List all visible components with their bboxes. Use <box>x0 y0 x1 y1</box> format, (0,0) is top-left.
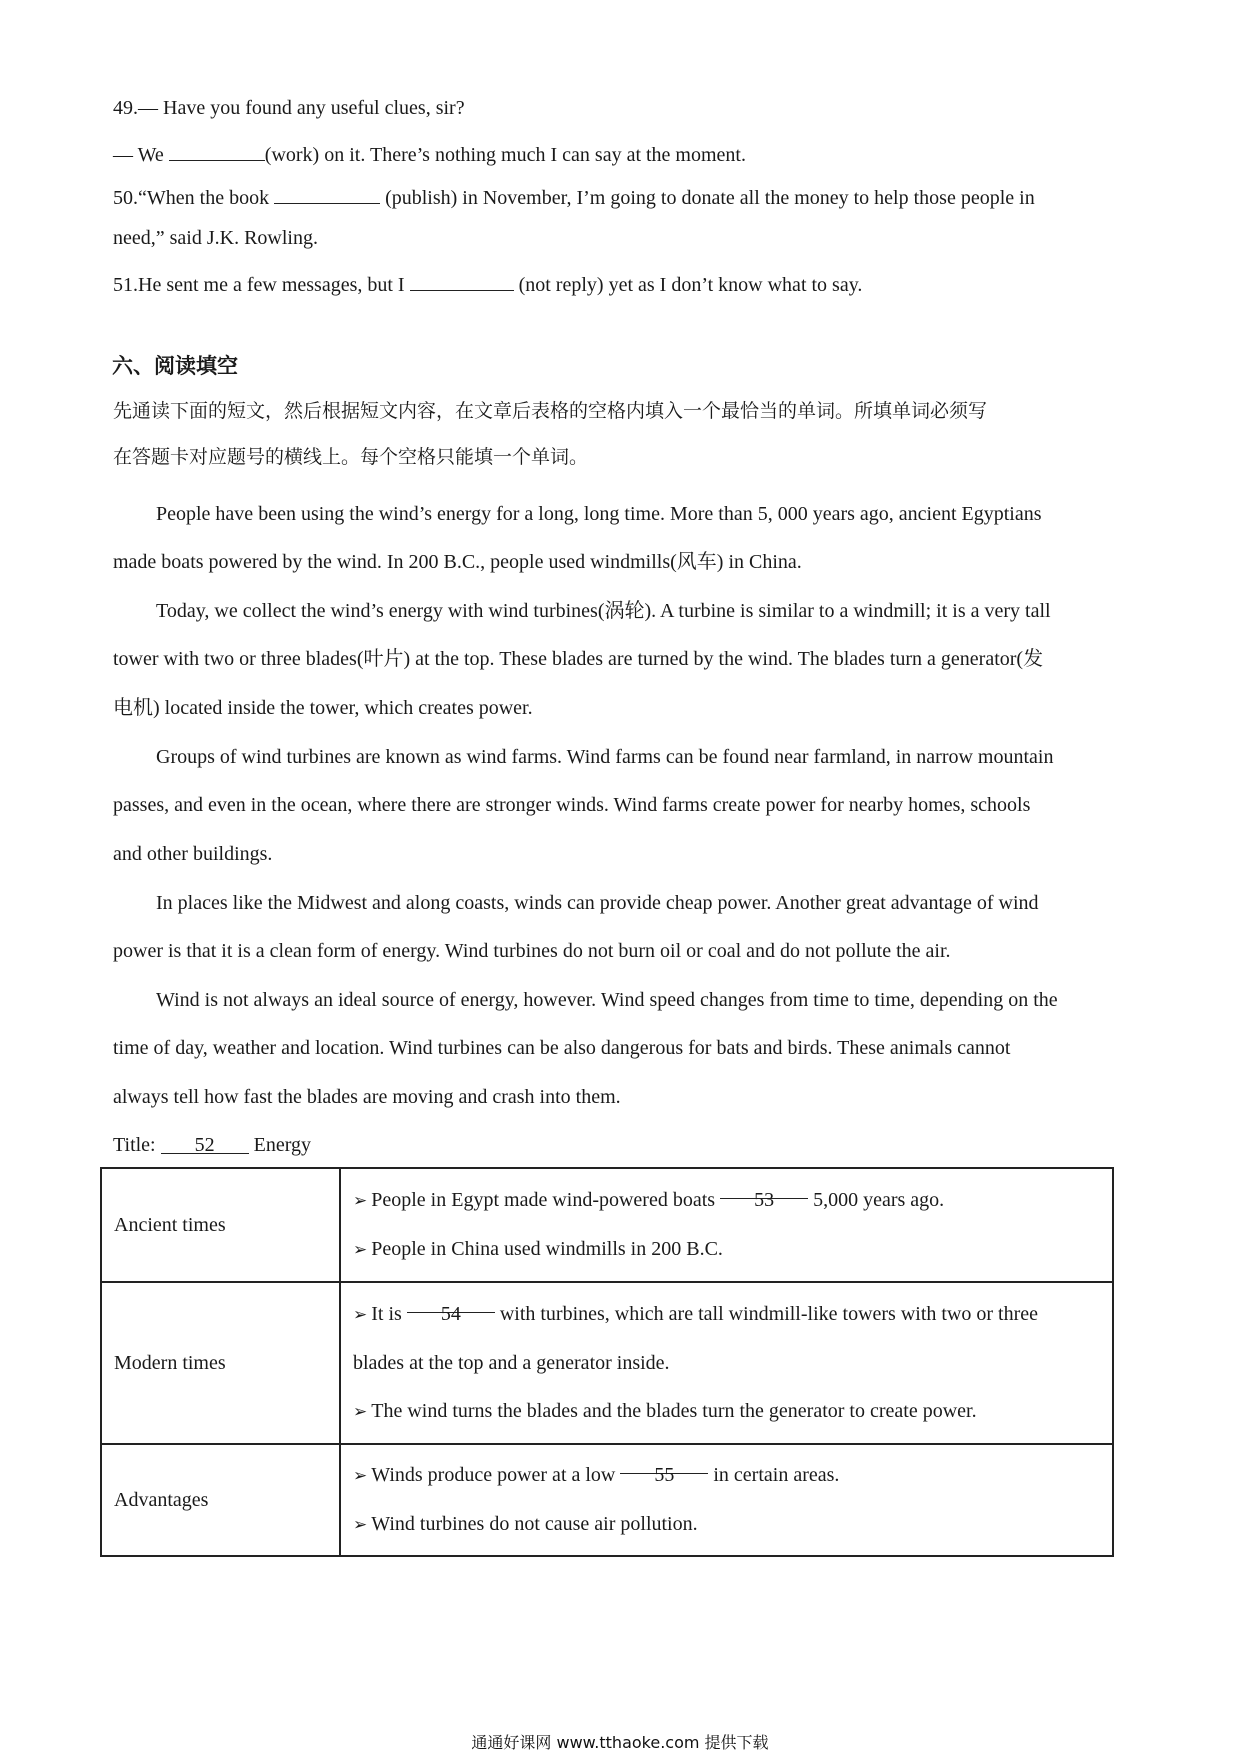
bullet-item: ➢ The wind turns the blades and the blades turn the generator to create power. <box>353 1400 977 1422</box>
passage-line: Today, we collect the wind’s energy with wind turbines(涡轮). A turbine is similar to a windmill; it is a very tall <box>156 600 1051 622</box>
fill-blank[interactable] <box>169 138 265 161</box>
passage-line: made boats powered by the wind. In 200 B.C., people used windmills(风车) in China. <box>113 551 802 573</box>
bullet-item: ➢ Winds produce power at a low 55 in certain areas. <box>353 1451 1100 1500</box>
row-label: Advantages <box>101 1444 340 1556</box>
arrow-bullet-icon: ➢ <box>353 1402 368 1422</box>
fill-blank-52[interactable]: 52 <box>161 1131 249 1154</box>
question-51: 51.He sent me a few messages, but I (not reply) yet as I don’t know what to say. <box>113 268 862 299</box>
row-content <box>340 1282 1113 1444</box>
passage-line: Groups of wind turbines are known as wind farms. Wind farms can be found near farmland, in narrow mountain <box>156 746 1054 768</box>
bullet-item-continuation: blades at the top and a generator inside. <box>353 1352 670 1374</box>
page-footer: 通通好课网 www.tthaoke.com 提供下载 <box>471 1733 769 1752</box>
question-50: 50.“When the book (publish) in November, I’m going to donate all the money to help those people in <box>113 181 1035 212</box>
passage-line: 电机) located inside the tower, which creates power. <box>113 697 533 719</box>
fill-blank-55[interactable]: 55 <box>620 1451 708 1474</box>
arrow-bullet-icon: ➢ <box>353 1240 368 1260</box>
passage-line: passes, and even in the ocean, where there are stronger winds. Wind farms create power for nearby homes, schools <box>113 794 1031 816</box>
table-row <box>101 1444 1113 1556</box>
row-label: Ancient times <box>101 1168 340 1282</box>
arrow-bullet-icon: ➢ <box>353 1466 368 1486</box>
section-title: 六、阅读填空 <box>112 354 238 378</box>
passage-line: In places like the Midwest and along coasts, winds can provide cheap power. Another great advantage of wind <box>156 892 1039 914</box>
row-content <box>340 1168 1113 1282</box>
arrow-bullet-icon: ➢ <box>353 1305 368 1325</box>
passage-line: Wind is not always an ideal source of energy, however. Wind speed changes from time to time, depending on the <box>156 989 1058 1011</box>
passage-line: always tell how fast the blades are moving and crash into them. <box>113 1086 621 1108</box>
question-49: 49.— Have you found any useful clues, sir? <box>113 97 465 119</box>
row-label: Modern times <box>101 1282 340 1444</box>
fill-blank[interactable] <box>410 268 514 291</box>
question-49-answer-line: — We (work) on it. There’s nothing much I can say at the moment. <box>113 138 746 169</box>
bullet-item: ➢ It is 54 with turbines, which are tall windmill-like towers with two or three <box>353 1290 1100 1339</box>
bullet-item: ➢ People in Egypt made wind-powered boats 53 5,000 years ago. <box>353 1176 1100 1225</box>
bullet-item: ➢ Wind turbines do not cause air pollution. <box>353 1513 698 1535</box>
arrow-bullet-icon: ➢ <box>353 1191 368 1211</box>
row-content <box>340 1444 1113 1556</box>
section-instructions-line: 先通读下面的短文，然后根据短文内容，在文章后表格的空格内填入一个最恰当的单词。所填单词必须写 <box>113 400 988 422</box>
passage-line: People have been using the wind’s energy for a long, long time. More than 5, 000 years ago, ancient Egyptians <box>156 503 1042 525</box>
arrow-bullet-icon: ➢ <box>353 1515 368 1535</box>
passage-line: tower with two or three blades(叶片) at the top. These blades are turned by the wind. The blades turn a generator(发 <box>113 648 1044 670</box>
title-line: Title: 52 Energy <box>113 1131 311 1159</box>
summary-table <box>100 1167 1114 1557</box>
bullet-item: ➢ People in China used windmills in 200 B.C. <box>353 1238 723 1260</box>
fill-blank[interactable] <box>274 181 380 204</box>
section-instructions-line: 在答题卡对应题号的横线上。每个空格只能填一个单词。 <box>113 446 589 468</box>
table-row <box>101 1168 1113 1282</box>
question-50-continued: need,” said J.K. Rowling. <box>113 227 318 249</box>
fill-blank-53[interactable]: 53 <box>720 1176 808 1199</box>
passage-line: power is that it is a clean form of energy. Wind turbines do not burn oil or coal and do not pollute the air. <box>113 940 951 962</box>
fill-blank-54[interactable]: 54 <box>407 1290 495 1313</box>
passage-line: time of day, weather and location. Wind turbines can be also dangerous for bats and birds. These animals cannot <box>113 1037 1011 1059</box>
passage-line: and other buildings. <box>113 843 273 865</box>
table-row <box>101 1282 1113 1444</box>
